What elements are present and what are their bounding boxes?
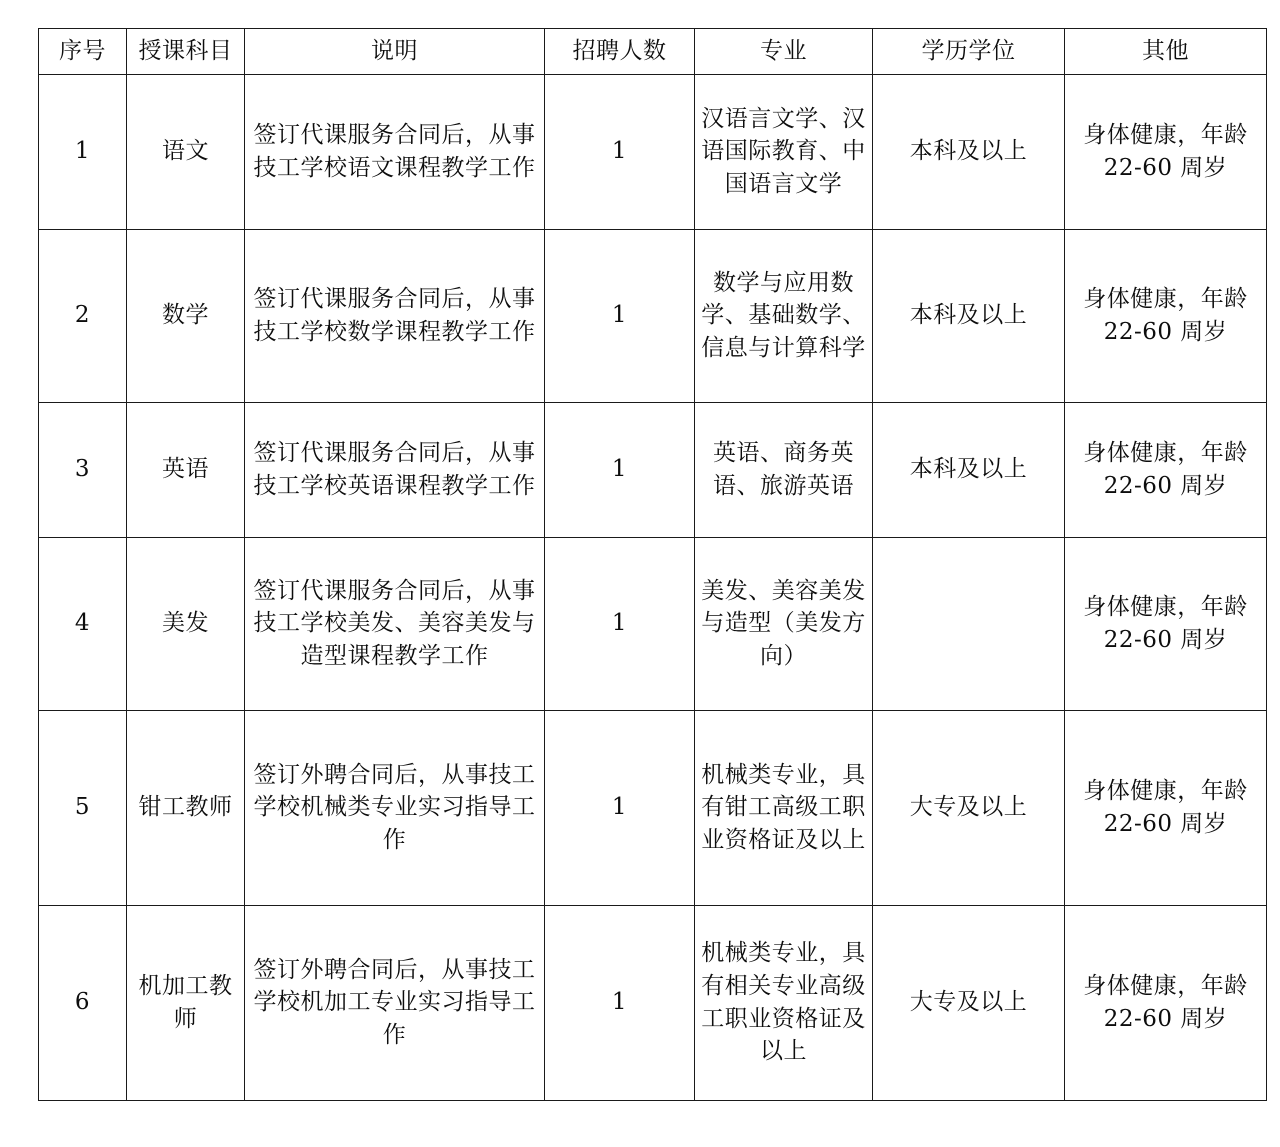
- table-row: [39, 74, 1267, 229]
- cell-count: 1: [545, 229, 695, 402]
- cell-major: 机械类专业，具有钳工高级工职业资格证及以上: [695, 710, 873, 905]
- cell-major: 英语、商务英语、旅游英语: [695, 402, 873, 537]
- cell-index: 2: [39, 229, 127, 402]
- table-row: [39, 710, 1267, 905]
- cell-degree: 本科及以上: [873, 74, 1065, 229]
- column-header-other: 其他: [1065, 29, 1267, 75]
- table-header: [39, 29, 1267, 75]
- cell-count: 1: [545, 905, 695, 1100]
- cell-count: 1: [545, 537, 695, 710]
- cell-index: 3: [39, 402, 127, 537]
- cell-other: 身体健康，年龄 22-60 周岁: [1065, 74, 1267, 229]
- cell-major: 美发、美容美发与造型（美发方向）: [695, 537, 873, 710]
- cell-description: 签订外聘合同后，从事技工学校机械类专业实习指导工作: [245, 710, 545, 905]
- cell-degree: [873, 537, 1065, 710]
- column-header-degree: 学历学位: [873, 29, 1065, 75]
- cell-index: 4: [39, 537, 127, 710]
- cell-description: 签订代课服务合同后，从事技工学校语文课程教学工作: [245, 74, 545, 229]
- cell-description: 签订代课服务合同后，从事技工学校英语课程教学工作: [245, 402, 545, 537]
- column-header-subject: 授课科目: [127, 29, 245, 75]
- cell-other: 身体健康，年龄 22-60 周岁: [1065, 229, 1267, 402]
- cell-subject: 美发: [127, 537, 245, 710]
- cell-other: 身体健康，年龄 22-60 周岁: [1065, 905, 1267, 1100]
- table-row: [39, 537, 1267, 710]
- cell-subject: 钳工教师: [127, 710, 245, 905]
- cell-major: 数学与应用数学、基础数学、信息与计算科学: [695, 229, 873, 402]
- column-header-major: 专业: [695, 29, 873, 75]
- cell-subject: 英语: [127, 402, 245, 537]
- cell-major: 机械类专业，具有相关专业高级工职业资格证及以上: [695, 905, 873, 1100]
- table-body: [39, 74, 1267, 1100]
- cell-degree: 大专及以上: [873, 905, 1065, 1100]
- table-header-row: [39, 29, 1267, 75]
- column-header-description: 说明: [245, 29, 545, 75]
- cell-subject: 数学: [127, 229, 245, 402]
- cell-description: 签订外聘合同后，从事技工学校机加工专业实习指导工作: [245, 905, 545, 1100]
- column-header-count: 招聘人数: [545, 29, 695, 75]
- cell-other: 身体健康，年龄 22-60 周岁: [1065, 402, 1267, 537]
- cell-index: 5: [39, 710, 127, 905]
- cell-index: 6: [39, 905, 127, 1100]
- cell-count: 1: [545, 710, 695, 905]
- cell-degree: 本科及以上: [873, 402, 1065, 537]
- table-row: [39, 402, 1267, 537]
- cell-count: 1: [545, 402, 695, 537]
- cell-other: 身体健康，年龄 22-60 周岁: [1065, 710, 1267, 905]
- cell-degree: 本科及以上: [873, 229, 1065, 402]
- cell-description: 签订代课服务合同后，从事技工学校美发、美容美发与造型课程教学工作: [245, 537, 545, 710]
- cell-major: 汉语言文学、汉语国际教育、中国语言文学: [695, 74, 873, 229]
- cell-subject: 语文: [127, 74, 245, 229]
- cell-degree: 大专及以上: [873, 710, 1065, 905]
- recruitment-table: [38, 28, 1267, 1101]
- column-header-index: 序号: [39, 29, 127, 75]
- cell-description: 签订代课服务合同后，从事技工学校数学课程教学工作: [245, 229, 545, 402]
- cell-other: 身体健康，年龄 22-60 周岁: [1065, 537, 1267, 710]
- table-row: [39, 229, 1267, 402]
- cell-subject: 机加工教师: [127, 905, 245, 1100]
- cell-count: 1: [545, 74, 695, 229]
- cell-index: 1: [39, 74, 127, 229]
- table-row: [39, 905, 1267, 1100]
